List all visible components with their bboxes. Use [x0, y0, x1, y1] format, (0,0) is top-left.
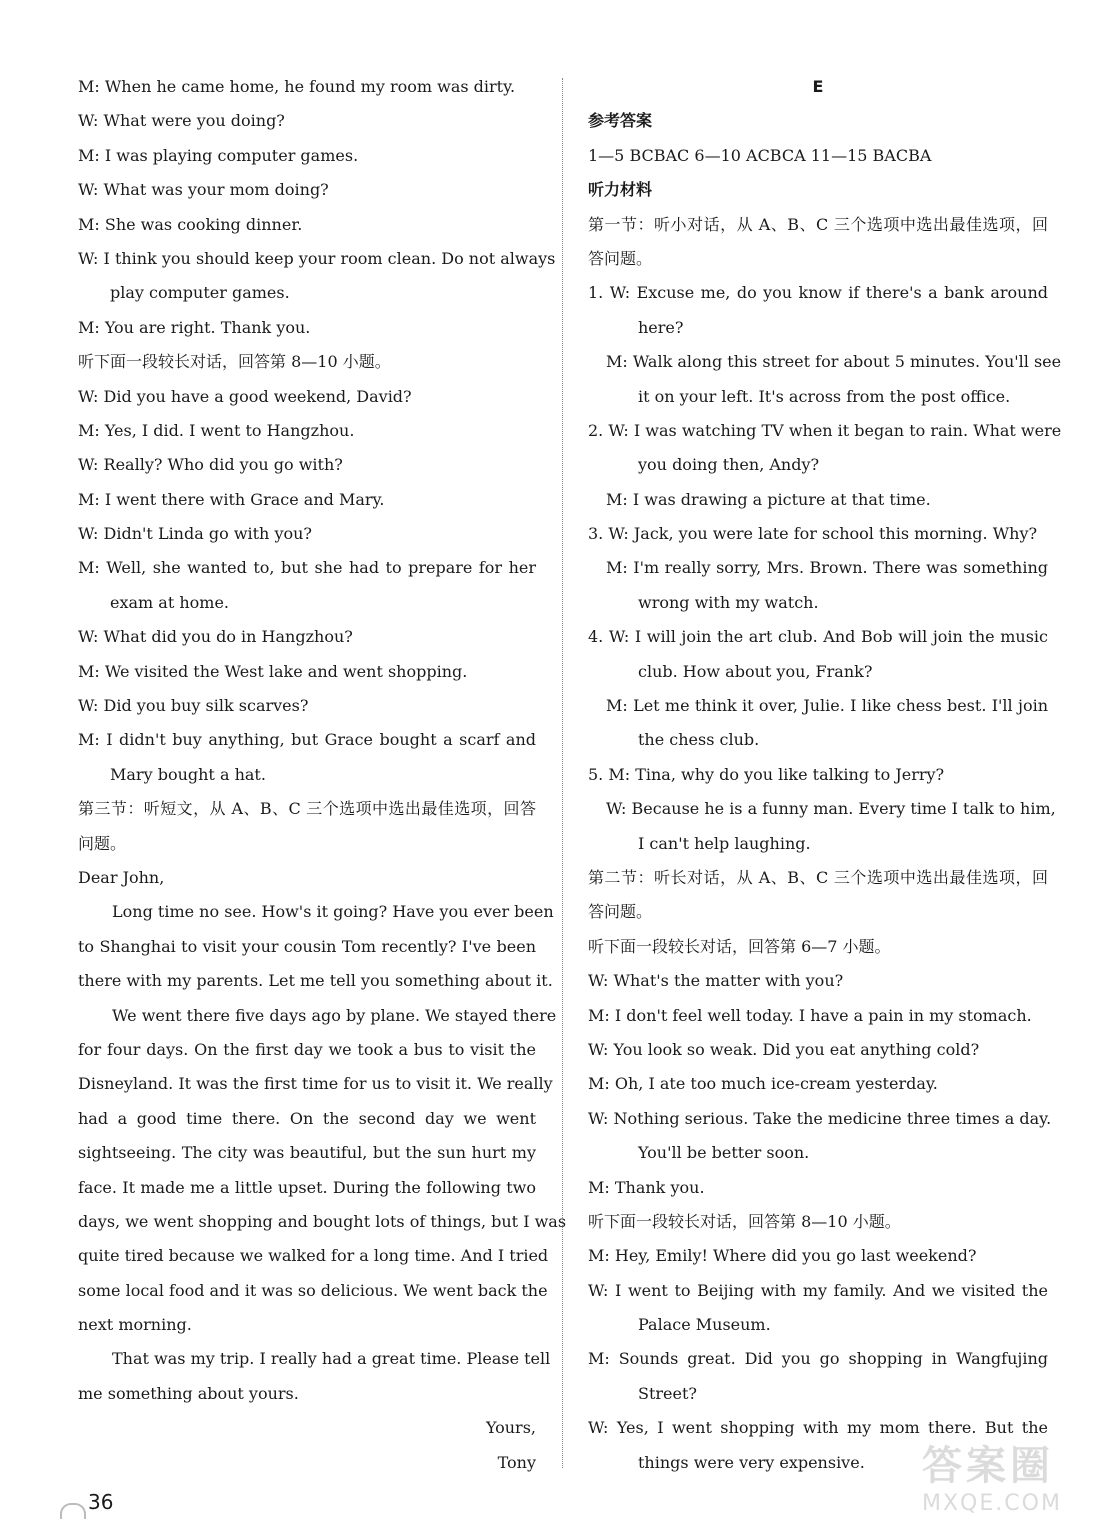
- right-text-line: You'll be better soon.: [638, 1143, 810, 1163]
- left-text-line: W: Did you buy silk scarves?: [78, 696, 309, 716]
- left-text-line: for four days. On the first day we took a bus to visit the: [78, 1039, 536, 1059]
- left-text-line: W: Really? Who did you go with?: [78, 455, 343, 475]
- watermark-bottom: MXQE.COM: [922, 1491, 1062, 1516]
- left-column: [78, 70, 567, 1480]
- left-text-line: to Shanghai to visit your cousin Tom recently? I've been: [78, 936, 536, 956]
- left-text-line: exam at home.: [110, 592, 230, 612]
- right-text-line: M: Let me think it over, Julie. I like chess best. I'll join: [606, 696, 1048, 716]
- right-text-line: E: [812, 77, 824, 96]
- right-text-line: M: Oh, I ate too much ice-cream yesterday.: [588, 1074, 938, 1094]
- left-text-line: W: What was your mom doing?: [78, 180, 329, 200]
- right-text-line: 听下面一段较长对话，回答第 8—10 小题。: [588, 1211, 901, 1231]
- right-text-line: 听力材料: [588, 180, 653, 200]
- right-column: [588, 70, 1062, 1480]
- right-text-line: 2. W: I was watching TV when it began to rain. What were: [588, 420, 1062, 440]
- left-text-line: W: What did you do in Hangzhou?: [78, 627, 353, 647]
- left-text-line: M: I was playing computer games.: [78, 145, 359, 165]
- left-text-line: M: Yes, I did. I went to Hangzhou.: [78, 420, 355, 440]
- right-text-line: you doing then, Andy?: [638, 455, 820, 475]
- right-text-line: wrong with my watch.: [638, 592, 819, 612]
- right-text-line: W: Nothing serious. Take the medicine three times a day.: [588, 1108, 1052, 1128]
- left-text-line: 问题。: [78, 833, 127, 853]
- right-text-line: things were very expensive.: [638, 1452, 865, 1472]
- left-text-line: there with my parents. Let me tell you something about it.: [78, 971, 553, 991]
- left-text-line: Mary bought a hat.: [110, 764, 266, 784]
- right-text-line: 3. W: Jack, you were late for school this morning. Why?: [588, 524, 1038, 544]
- right-text-line: it on your left. It's across from the post office.: [638, 386, 1011, 406]
- right-text-line: W: What's the matter with you?: [588, 971, 844, 991]
- watermark-top: 答案圈: [922, 1443, 1054, 1489]
- left-text-line: M: She was cooking dinner.: [78, 214, 303, 234]
- left-text-line: We went there five days ago by plane. We stayed there: [112, 1005, 557, 1025]
- left-text-line: play computer games.: [110, 283, 290, 303]
- left-text-line: M: We visited the West lake and went shopping.: [78, 661, 468, 681]
- left-text-line: sightseeing. The city was beautiful, but the sun hurt my: [78, 1143, 536, 1163]
- right-text-line: 1. W: Excuse me, do you know if there's a bank around: [588, 283, 1048, 303]
- left-text-line: Disneyland. It was the first time for us to visit it. We really: [78, 1074, 553, 1094]
- column-divider: [562, 78, 563, 1468]
- right-text-line: 参考答案: [588, 111, 653, 131]
- right-text-line: 4. W: I will join the art club. And Bob will join the music: [588, 627, 1048, 647]
- right-text-line: Palace Museum.: [638, 1315, 771, 1335]
- left-text-line: me something about yours.: [78, 1383, 299, 1403]
- right-text-line: M: Hey, Emily! Where did you go last weekend?: [588, 1246, 977, 1266]
- right-text-line: the chess club.: [638, 730, 760, 750]
- left-text-line: had a good time there. On the second day we went: [78, 1108, 536, 1128]
- right-text-line: W: I went to Beijing with my family. And we visited the: [588, 1280, 1048, 1300]
- right-text-line: 听下面一段较长对话，回答第 6—7 小题。: [588, 936, 891, 956]
- left-text-line: That was my trip. I really had a great time. Please tell: [112, 1349, 551, 1369]
- right-text-line: W: Because he is a funny man. Every time I talk to him,: [606, 799, 1056, 819]
- right-text-line: M: Sounds great. Did you go shopping in Wangfujing: [588, 1349, 1048, 1369]
- right-text-line: M: I was drawing a picture at that time.: [606, 489, 931, 509]
- watermark-logo: [922, 1434, 1092, 1526]
- left-text-line: face. It made me a little upset. During the following two: [78, 1177, 536, 1197]
- right-text-line: I can't help laughing.: [638, 833, 811, 853]
- right-text-line: Street?: [638, 1383, 697, 1403]
- right-text-line: 第二节：听长对话，从 A、B、C 三个选项中选出最佳选项，回: [588, 867, 1048, 887]
- left-text-line: W: Did you have a good weekend, David?: [78, 386, 412, 406]
- right-text-line: 答问题。: [588, 902, 653, 922]
- right-text-line: here?: [638, 317, 684, 337]
- left-text-line: Tony: [497, 1452, 536, 1472]
- left-text-line: 听下面一段较长对话，回答第 8—10 小题。: [78, 352, 391, 372]
- right-text-line: 答问题。: [588, 248, 653, 268]
- page-corner-decoration: [60, 1503, 86, 1519]
- left-text-line: M: I went there with Grace and Mary.: [78, 489, 385, 509]
- left-text-line: Dear John,: [78, 867, 165, 887]
- left-text-line: 第三节：听短文，从 A、B、C 三个选项中选出最佳选项，回答: [78, 799, 536, 819]
- right-text-line: W: Yes, I went shopping with my mom there. But the: [588, 1418, 1048, 1438]
- right-text-line: 1—5 BCBAC 6—10 ACBCA 11—15 BACBA: [588, 145, 932, 165]
- left-text-line: some local food and it was so delicious. We went back the: [78, 1280, 548, 1300]
- left-text-line: quite tired because we walked for a long time. And I tried: [78, 1246, 549, 1266]
- left-text-line: M: When he came home, he found my room was dirty.: [78, 77, 516, 96]
- right-text-line: M: I'm really sorry, Mrs. Brown. There was something: [606, 558, 1048, 578]
- right-text-line: 第一节：听小对话，从 A、B、C 三个选项中选出最佳选项，回: [588, 214, 1048, 234]
- right-text-line: M: I don't feel well today. I have a pain in my stomach.: [588, 1005, 1032, 1025]
- left-text-line: W: I think you should keep your room clean. Do not always: [78, 248, 556, 268]
- left-text-line: M: I didn't buy anything, but Grace bought a scarf and: [78, 730, 536, 750]
- left-text-line: M: You are right. Thank you.: [78, 317, 311, 337]
- right-text-line: club. How about you, Frank?: [638, 661, 873, 681]
- right-text-line: M: Walk along this street for about 5 minutes. You'll see: [606, 352, 1062, 372]
- right-text-line: W: You look so weak. Did you eat anything cold?: [588, 1039, 980, 1059]
- left-text-line: Long time no see. How's it going? Have you ever been: [112, 902, 554, 922]
- right-text-line: M: Thank you.: [588, 1177, 705, 1197]
- page-number: 36: [88, 1490, 114, 1514]
- left-text-line: M: Well, she wanted to, but she had to prepare for her: [78, 558, 536, 578]
- left-text-line: next morning.: [78, 1315, 192, 1335]
- right-text-line: 5. M: Tina, why do you like talking to Jerry?: [588, 764, 945, 784]
- left-text-line: W: Didn't Linda go with you?: [78, 524, 312, 544]
- left-text-line: days, we went shopping and bought lots of things, but I was: [78, 1211, 567, 1231]
- left-text-line: Yours,: [485, 1418, 536, 1438]
- left-text-line: W: What were you doing?: [78, 111, 285, 131]
